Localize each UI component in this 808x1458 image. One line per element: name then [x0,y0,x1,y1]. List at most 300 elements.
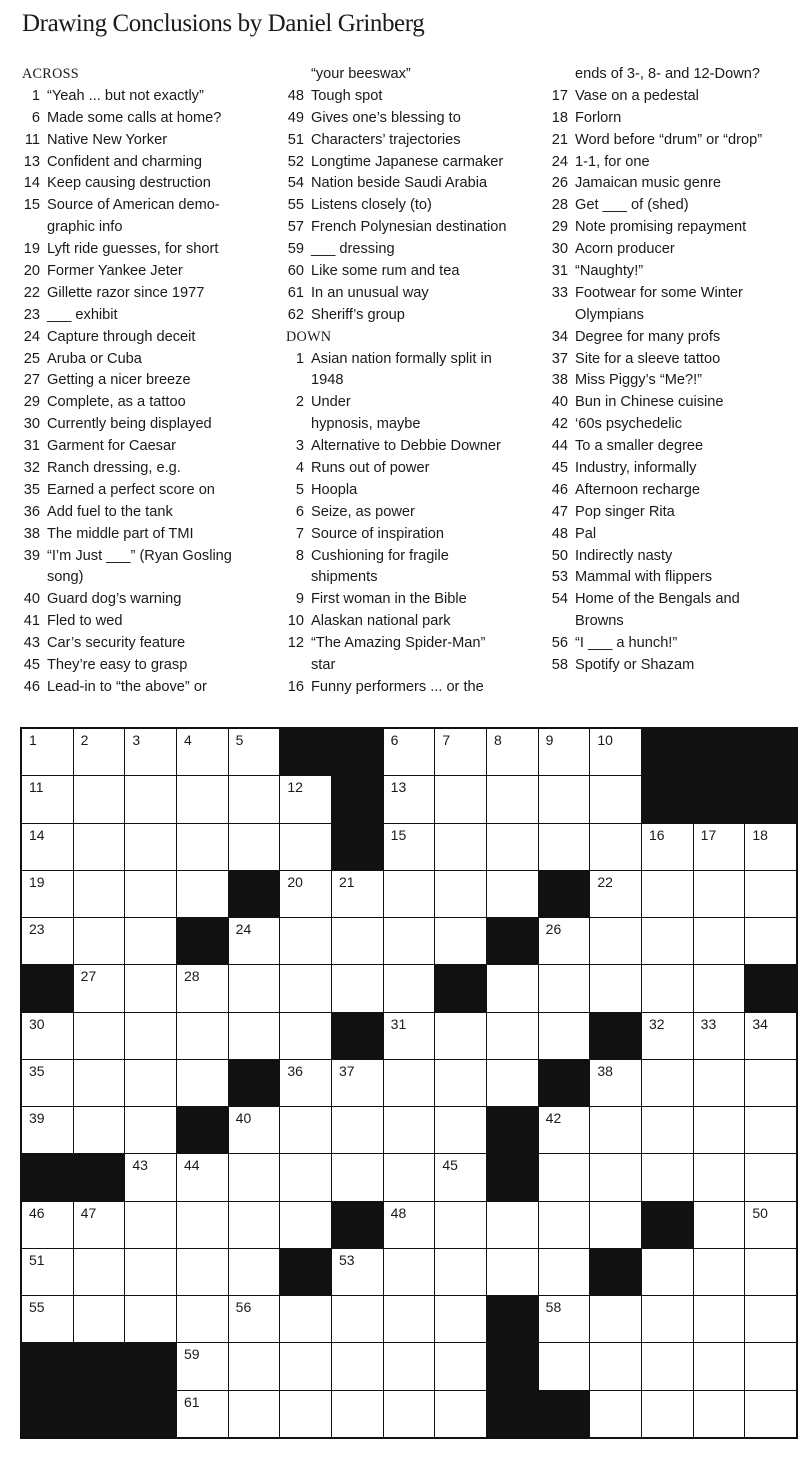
grid-cell[interactable] [22,729,73,775]
grid-cell[interactable] [539,918,590,964]
cell-number: 45 [442,1157,458,1174]
grid-cell[interactable] [22,1296,73,1342]
clue-number: 13 [23,153,40,170]
grid-cell[interactable] [229,776,280,822]
clue-continuation [548,305,806,327]
cell-number: 10 [597,732,613,748]
grid-cell[interactable] [229,1107,280,1153]
grid-cell[interactable] [642,871,693,917]
grid-cell[interactable] [745,1154,796,1200]
grid-cell[interactable] [125,918,176,964]
grid-cell[interactable] [745,824,796,870]
clue-text: Gillette razor since 1977 [47,284,205,301]
clue-number: 3 [295,438,304,455]
cell-number: 16 [649,826,665,843]
clue-number: 40 [23,591,40,608]
clue [548,261,806,283]
grid-cell[interactable] [384,1013,435,1059]
grid-cell[interactable] [125,1154,176,1200]
grid-cell[interactable] [642,1296,693,1342]
grid-cell[interactable] [177,1296,228,1342]
grid-cell[interactable] [435,1060,486,1106]
black-square [745,965,796,1011]
clue-number: 31 [23,438,40,455]
grid-cell[interactable] [280,1154,331,1200]
grid-cell[interactable] [229,1249,280,1295]
clue-text: Guard dog’s warning [47,591,182,608]
clue-text: Afternoon recharge [575,481,700,498]
grid-cell[interactable] [435,1154,486,1200]
grid-cell[interactable] [332,1154,383,1200]
grid-cell[interactable] [125,1107,176,1153]
clue-text: Mammal with flippers [575,569,713,586]
grid-cell[interactable] [745,918,796,964]
grid-cell[interactable] [435,824,486,870]
grid-cell[interactable] [280,776,331,822]
grid-cell[interactable] [177,824,228,870]
clue-text: Footwear for some Winter [575,284,743,301]
grid-cell[interactable] [177,871,228,917]
grid-cell[interactable] [745,1202,796,1248]
clue-number: 40 [551,394,568,411]
grid-cell[interactable] [125,1296,176,1342]
grid-cell[interactable] [435,1343,486,1389]
clue [284,677,546,699]
grid-cell[interactable] [125,1013,176,1059]
clue-number: 54 [287,175,304,192]
grid-cell[interactable] [435,1013,486,1059]
cell-number: 3 [132,732,141,748]
clue [548,589,806,611]
grid-cell[interactable] [280,1202,331,1248]
grid-cell[interactable] [590,965,641,1011]
clue-text: Hoopla [311,481,358,498]
grid-cell[interactable] [22,1107,73,1153]
cell-number: 28 [184,968,200,985]
grid-cell[interactable] [642,1060,693,1106]
clue [20,152,282,174]
grid-cell[interactable] [280,1391,331,1437]
clue-number: 1 [295,350,304,367]
grid-cell[interactable] [539,1013,590,1059]
grid-cell[interactable] [590,729,641,775]
clue [284,239,546,261]
grid-cell[interactable] [539,1202,590,1248]
grid-cell[interactable] [384,1107,435,1153]
grid-cell[interactable] [177,1060,228,1106]
cell-number: 50 [752,1204,768,1221]
clue [548,195,806,217]
grid-cell[interactable] [590,1202,641,1248]
cell-number: 46 [29,1204,45,1221]
grid-cell[interactable] [229,1296,280,1342]
grid-cell[interactable] [745,1107,796,1153]
grid-cell[interactable] [74,965,125,1011]
cell-number: 7 [442,732,451,748]
grid-cell[interactable] [384,965,435,1011]
grid-cell[interactable] [177,1154,228,1200]
grid-cell[interactable] [384,1296,435,1342]
clue-text: Forlorn [575,109,622,126]
clue-text: Nation beside Saudi Arabia [311,175,488,192]
grid-cell[interactable] [125,965,176,1011]
clue-text: Vase on a pedestal [575,87,699,104]
grid-cell[interactable] [694,1013,745,1059]
grid-cell[interactable] [229,1202,280,1248]
grid-cell[interactable] [590,1154,641,1200]
clue-text: Native New Yorker [47,131,168,148]
grid-cell[interactable] [332,1107,383,1153]
grid-cell[interactable] [332,918,383,964]
grid-cell[interactable] [22,1249,73,1295]
grid-cell[interactable] [694,965,745,1011]
grid-cell[interactable] [177,776,228,822]
grid-cell[interactable] [125,1249,176,1295]
grid-cell[interactable] [435,776,486,822]
grid-cell[interactable] [487,965,538,1011]
grid-cell[interactable] [694,918,745,964]
grid-cell[interactable] [74,729,125,775]
grid-cell[interactable] [435,871,486,917]
grid-cell[interactable] [539,824,590,870]
grid-cell[interactable] [590,1107,641,1153]
grid-cell[interactable] [435,729,486,775]
grid-cell[interactable] [22,871,73,917]
clue [548,480,806,502]
clue-text: “Yeah ... but not exactly” [47,87,204,104]
grid-cell[interactable] [332,1060,383,1106]
cell-number: 34 [752,1015,768,1032]
clue-text: Tough spot [311,87,383,104]
grid-cell[interactable] [384,871,435,917]
clue-column-3 [548,64,806,677]
cell-number: 9 [545,732,554,748]
clue-continuation [284,655,546,677]
grid-cell[interactable] [280,1060,331,1106]
grid-cell[interactable] [229,965,280,1011]
grid-cell[interactable] [280,1013,331,1059]
grid-cell[interactable] [384,1060,435,1106]
clue-text: Funny performers ... or the [311,678,484,695]
clue-number: 32 [23,460,40,477]
grid-cell[interactable] [745,1296,796,1342]
grid-cell[interactable] [125,729,176,775]
clue-text: Capture through deceit [47,328,196,345]
grid-cell[interactable] [177,1013,228,1059]
clue [20,283,282,305]
black-square [487,1296,538,1342]
clue-number: 18 [551,109,568,126]
grid-cell[interactable] [694,1296,745,1342]
clue-number: 28 [551,197,568,214]
grid-cell[interactable] [435,918,486,964]
grid-cell[interactable] [694,1060,745,1106]
black-square [332,776,383,822]
grid-cell[interactable] [74,918,125,964]
grid-cell[interactable] [332,1249,383,1295]
clue-text: “I’m Just ___” (Ryan Gosling [47,547,232,564]
clue-number: 42 [551,416,568,433]
clue-number: 41 [23,613,40,630]
clue-number: 14 [23,175,40,192]
cell-number: 42 [545,1110,562,1127]
black-square [332,1013,383,1059]
grid-cell[interactable] [487,824,538,870]
grid-cell[interactable] [642,1343,693,1389]
grid-cell[interactable] [539,1154,590,1200]
black-square [642,1202,693,1248]
grid-cell[interactable] [177,1249,228,1295]
clue [20,677,282,699]
grid-cell[interactable] [74,1249,125,1295]
grid-cell[interactable] [642,1391,693,1437]
grid-cell[interactable] [694,1202,745,1248]
black-square [745,729,796,775]
grid-cell[interactable] [694,1249,745,1295]
grid-cell[interactable] [435,1391,486,1437]
clue [20,589,282,611]
grid-cell[interactable] [642,1107,693,1153]
grid-cell[interactable] [177,1343,228,1389]
cell-number: 48 [390,1204,407,1221]
cell-number: 30 [29,1015,45,1032]
grid-cell[interactable] [435,1249,486,1295]
clue-number: 24 [23,328,40,345]
grid-cell[interactable] [22,918,73,964]
clue-text: Characters’ trajectories [311,131,461,148]
clue-number: 44 [551,438,568,455]
grid-cell[interactable] [229,729,280,775]
grid-cell[interactable] [694,1343,745,1389]
cell-number: 17 [700,826,717,843]
clue [284,130,546,152]
grid-cell[interactable] [280,1107,331,1153]
grid-cell[interactable] [22,824,73,870]
grid-cell[interactable] [229,1343,280,1389]
clue-text: “Naughty!” [575,263,644,280]
clue-text: Asian nation formally split in [311,350,492,367]
grid-cell[interactable] [539,729,590,775]
grid-cell[interactable] [384,824,435,870]
cell-number: 43 [132,1157,148,1174]
grid-cell[interactable] [177,965,228,1011]
clue [548,567,806,589]
grid-cell[interactable] [539,1249,590,1295]
grid-cell[interactable] [694,871,745,917]
grid-cell[interactable] [125,1202,176,1248]
grid-cell[interactable] [487,1202,538,1248]
clue [284,305,546,327]
grid-cell[interactable] [74,1202,125,1248]
grid-cell[interactable] [539,776,590,822]
clue-number: 24 [551,153,568,170]
clue-number: 29 [551,219,568,236]
clue-continuation [284,414,546,436]
clue-number: 31 [551,263,568,280]
grid-cell[interactable] [642,918,693,964]
grid-cell[interactable] [539,965,590,1011]
grid-cell[interactable] [745,1013,796,1059]
clue [20,655,282,677]
clue-number: 8 [295,547,304,564]
grid-cell[interactable] [280,871,331,917]
grid-cell[interactable] [384,729,435,775]
grid-cell[interactable] [74,776,125,822]
grid-cell[interactable] [694,1107,745,1153]
clue-number: 51 [287,131,304,148]
grid-cell[interactable] [694,1154,745,1200]
grid-cell[interactable] [384,1154,435,1200]
cell-number: 24 [235,921,252,938]
grid-cell[interactable] [332,1343,383,1389]
grid-cell[interactable] [590,1343,641,1389]
grid-cell[interactable] [125,824,176,870]
clue-text: song) [47,569,84,586]
grid-cell[interactable] [435,1202,486,1248]
grid-cell[interactable] [487,729,538,775]
grid-cell[interactable] [384,1249,435,1295]
grid-cell[interactable] [22,776,73,822]
grid-cell[interactable] [590,871,641,917]
grid-cell[interactable] [384,918,435,964]
grid-cell[interactable] [745,1343,796,1389]
grid-cell[interactable] [125,776,176,822]
grid-cell[interactable] [642,965,693,1011]
cell-number: 35 [29,1062,45,1079]
grid-cell[interactable] [74,1296,125,1342]
grid-cell[interactable] [125,1060,176,1106]
grid-cell[interactable] [384,1202,435,1248]
grid-cell[interactable] [332,1296,383,1342]
grid-cell[interactable] [487,1249,538,1295]
clue-text: Listens closely (to) [311,197,432,214]
grid-cell[interactable] [694,824,745,870]
grid-cell[interactable] [487,1013,538,1059]
grid-cell[interactable] [590,1296,641,1342]
grid-cell[interactable] [642,824,693,870]
clue-number: 55 [287,197,304,214]
grid-cell[interactable] [642,1154,693,1200]
clue [284,480,546,502]
clue-text: Seize, as power [311,503,415,520]
clue-number: 15 [23,197,40,214]
grid-cell[interactable] [229,918,280,964]
grid-cell[interactable] [384,1391,435,1437]
grid-cell[interactable] [22,1060,73,1106]
cell-number: 13 [390,779,407,796]
black-square [229,1060,280,1106]
clue-text: Fled to wed [47,613,123,630]
cell-number: 58 [545,1299,562,1316]
clue [20,349,282,371]
cell-number: 2 [80,732,89,748]
grid-cell[interactable] [332,1391,383,1437]
black-square [332,1202,383,1248]
grid-cell[interactable] [539,1343,590,1389]
grid-cell[interactable] [332,871,383,917]
clue-number: 52 [287,153,304,170]
grid-cell[interactable] [539,1296,590,1342]
grid-cell[interactable] [177,729,228,775]
clue [20,633,282,655]
clue-text: Ranch dressing, e.g. [47,460,181,477]
grid-cell[interactable] [694,1391,745,1437]
grid-cell[interactable] [642,1013,693,1059]
grid-cell[interactable] [745,1249,796,1295]
grid-cell[interactable] [590,918,641,964]
grid-cell[interactable] [229,1154,280,1200]
grid-cell[interactable] [280,965,331,1011]
grid-cell[interactable] [22,1202,73,1248]
clue [284,217,546,239]
grid-cell[interactable] [280,1296,331,1342]
grid-cell[interactable] [229,824,280,870]
grid-cell[interactable] [125,871,176,917]
grid-cell[interactable] [74,1107,125,1153]
grid-cell[interactable] [177,1202,228,1248]
grid-cell[interactable] [74,824,125,870]
grid-cell[interactable] [74,1060,125,1106]
grid-cell[interactable] [74,1013,125,1059]
clue-text: Acorn producer [575,241,675,258]
cell-number: 37 [339,1062,355,1079]
grid-cell[interactable] [332,965,383,1011]
grid-cell[interactable] [590,1060,641,1106]
black-square [125,1343,176,1389]
clue-text: The middle part of TMI [47,525,194,542]
grid-cell[interactable] [745,1391,796,1437]
clue-continuation [284,370,546,392]
cell-number: 47 [80,1204,97,1221]
grid-cell[interactable] [280,1343,331,1389]
grid-cell[interactable] [745,1060,796,1106]
grid-cell[interactable] [22,1013,73,1059]
grid-cell[interactable] [229,1013,280,1059]
clue [20,524,282,546]
clue-number: 21 [551,131,568,148]
grid-cell[interactable] [435,1107,486,1153]
grid-cell[interactable] [384,776,435,822]
clue-text: Word before “drum” or “drop” [575,131,763,148]
grid-cell[interactable] [487,1060,538,1106]
grid-cell[interactable] [177,1391,228,1437]
clue-continuation [548,64,806,86]
black-square [694,776,745,822]
grid-cell[interactable] [280,824,331,870]
clue-number: 11 [24,131,40,148]
clue [20,546,282,568]
grid-cell[interactable] [590,776,641,822]
grid-cell[interactable] [539,1107,590,1153]
grid-cell[interactable] [74,871,125,917]
grid-cell[interactable] [487,871,538,917]
black-square [745,776,796,822]
grid-cell[interactable] [229,1391,280,1437]
grid-cell[interactable] [384,1343,435,1389]
grid-cell[interactable] [642,1249,693,1295]
clue-text: Jamaican music genre [575,175,722,192]
grid-cell[interactable] [590,824,641,870]
grid-cell[interactable] [745,871,796,917]
black-square [539,1391,590,1437]
grid-cell[interactable] [280,918,331,964]
clue [20,261,282,283]
grid-cell[interactable] [590,1391,641,1437]
clue-number: 46 [551,481,568,498]
grid-cell[interactable] [487,776,538,822]
clue-continuation [20,567,282,589]
grid-cell[interactable] [435,1296,486,1342]
